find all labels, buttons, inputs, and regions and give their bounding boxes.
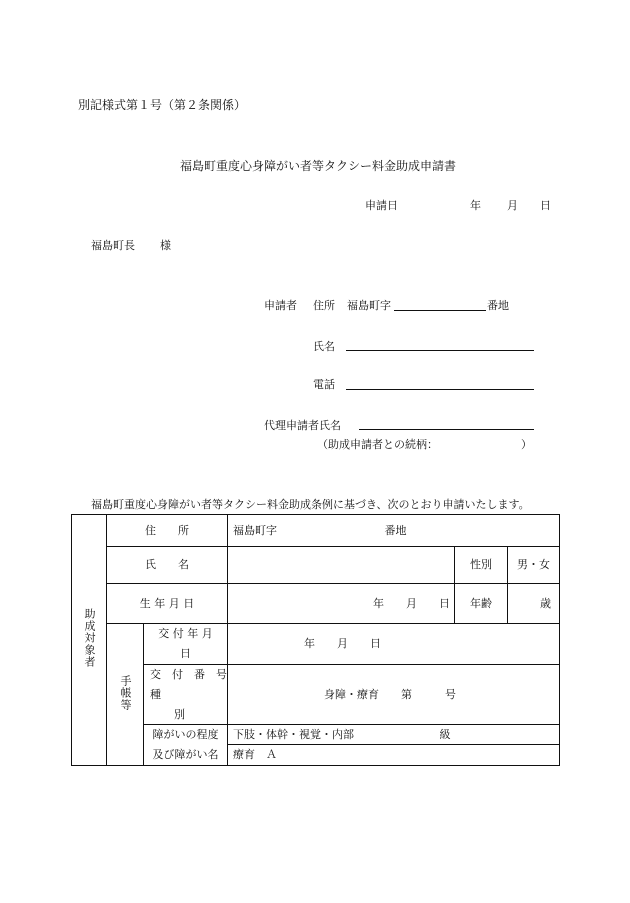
applicant-name-field[interactable]	[346, 350, 534, 351]
disability-physical-grade: 級	[439, 727, 451, 741]
applicant-phone-label: 電話	[313, 378, 335, 391]
disability-label-line2: 及び障がい名	[144, 745, 228, 766]
page-title: 福島町重度心身障がい者等タクシー料金助成申請書	[180, 159, 457, 173]
applicant-address-field[interactable]	[394, 310, 486, 311]
sex-label: 性別	[455, 547, 508, 584]
age-value[interactable]	[508, 584, 560, 624]
applicant-name-label: 氏名	[313, 340, 335, 353]
proxy-name-field[interactable]	[359, 429, 534, 430]
techo-label-cell	[107, 624, 144, 766]
birth-date-label: 生 年 月 日	[107, 584, 228, 624]
issue-date-value[interactable]	[228, 624, 560, 665]
disability-mental-cell[interactable]	[228, 745, 560, 766]
name-label: 氏 名	[107, 547, 228, 584]
applicant-label: 申請者	[264, 299, 297, 312]
issue-date-label-line2: 日	[180, 647, 191, 660]
address-prefix: 福島町字	[233, 523, 277, 537]
issue-number-label-line3: 別	[174, 707, 185, 721]
issue-date-label	[144, 624, 228, 665]
issue-date-placeholder: 年 月 日	[304, 637, 381, 650]
birth-date-value[interactable]	[228, 584, 455, 624]
issue-number-placeholder: 身障・療育 第 号	[324, 687, 456, 701]
disability-label-line1: 障がいの程度	[144, 725, 228, 745]
issue-number-label-line1: 交 付 番 号	[150, 667, 227, 681]
applicant-address-suffix: 番地	[487, 299, 509, 312]
address-suffix: 番地	[384, 523, 407, 537]
issue-number-label	[144, 665, 228, 725]
disability-physical: 下肢・体幹・視覚・内部	[233, 727, 354, 741]
name-value-cell[interactable]	[228, 547, 455, 584]
group-label: 助成対象者	[83, 608, 96, 668]
addressee-name: 福島町長	[91, 239, 135, 252]
addressee-honorific: 様	[160, 239, 171, 252]
applicant-address-label: 住所	[313, 299, 335, 312]
proxy-name-label: 代理申請者氏名	[264, 419, 341, 432]
applicant-address-prefix: 福島町字	[347, 299, 391, 312]
application-statement: 福島町重度心身障がい者等タクシー料金助成条例に基づき、次のとおり申請いたします。	[91, 498, 530, 511]
age-unit: 歳	[540, 596, 551, 610]
application-date-month: 月	[507, 199, 518, 212]
proxy-relationship-close: ）	[521, 438, 532, 451]
group-label-cell	[72, 515, 107, 766]
address-value-cell[interactable]	[228, 515, 560, 547]
issue-number-label-line2: 種	[150, 687, 161, 701]
issue-date-label-line1: 交 付 年 月	[158, 627, 213, 640]
sex-options[interactable]: 男・女	[508, 547, 560, 584]
age-label: 年齢	[455, 584, 508, 624]
form-number: 別記様式第１号（第２条関係）	[78, 98, 247, 112]
application-date-day: 日	[540, 199, 551, 212]
application-date-year: 年	[470, 199, 481, 212]
applicant-phone-field[interactable]	[346, 389, 534, 390]
issue-number-value[interactable]	[228, 665, 560, 725]
techo-label: 手帳等	[119, 674, 132, 711]
address-label: 住 所	[107, 515, 228, 547]
birth-date-placeholder: 年 月 日	[373, 596, 450, 610]
application-date-label: 申請日	[365, 199, 398, 212]
applicant-details-table	[71, 514, 560, 766]
proxy-relationship-label: （助成申請者との続柄：	[317, 438, 438, 451]
disability-mental: 療育 Ａ	[233, 748, 277, 761]
disability-physical-cell[interactable]	[228, 725, 560, 745]
